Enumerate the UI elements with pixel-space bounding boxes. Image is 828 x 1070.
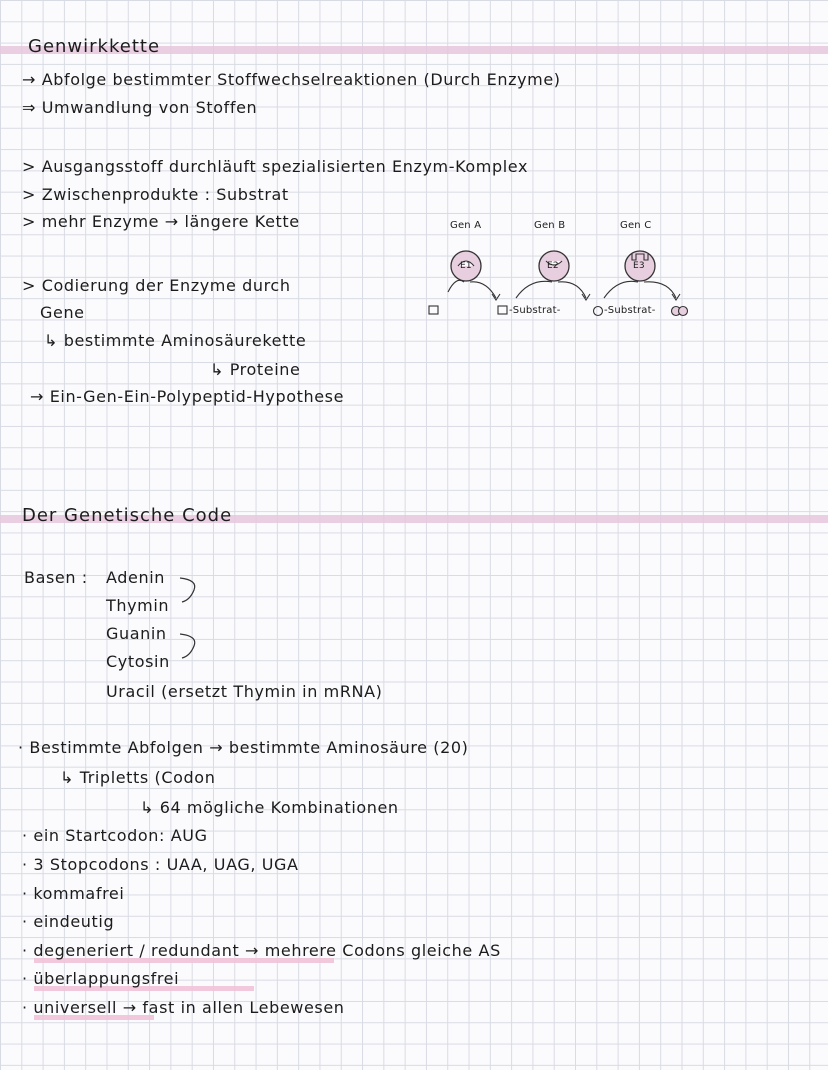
base-guanin: Guanin xyxy=(106,624,167,643)
line-abfolge: → Abfolge bestimmter Stoffwechselreaktionen (Durch Enzyme) xyxy=(22,70,561,89)
line-kombinationen: ↳ 64 mögliche Kombinationen xyxy=(140,798,399,817)
product-circle-2 xyxy=(679,307,688,316)
line-abfolgen: · Bestimmte Abfolgen → bestimmte Aminosäure (20) xyxy=(18,738,469,757)
substrate-circle xyxy=(594,307,603,316)
line-universell: · universell → fast in allen Lebewesen xyxy=(22,998,345,1017)
gene-b-label: Gen B xyxy=(534,220,566,231)
line-kommafrei: · kommafrei xyxy=(22,884,125,903)
line-ueberlappungsfrei: · überlappungsfrei xyxy=(22,969,180,988)
line-tripletts: ↳ Tripletts (Codon xyxy=(60,768,216,787)
enzyme-e2-label: E2 xyxy=(547,261,559,271)
line-codierung: > Codierung der Enzyme durch xyxy=(22,276,291,295)
base-uracil: Uracil (ersetzt Thymin in mRNA) xyxy=(106,682,383,701)
line-stopcodons: · 3 Stopcodons : UAA, UAG, UGA xyxy=(22,855,299,874)
section2-heading: Der Genetische Code xyxy=(22,505,233,526)
line-umwandlung: ⇒ Umwandlung von Stoffen xyxy=(22,98,258,117)
line-gene: Gene xyxy=(40,303,85,322)
enzyme-e3-label: E3 xyxy=(633,261,645,271)
line-degeneriert: · degeneriert / redundant → mehrere Codons gleiche AS xyxy=(22,941,501,960)
base-thymin: Thymin xyxy=(106,596,170,615)
gene-c-label: Gen C xyxy=(620,220,652,231)
substrate-square-2 xyxy=(498,306,507,314)
line-aminosaeurekette: ↳ bestimmte Aminosäurekette xyxy=(44,331,307,350)
base-adenin: Adenin xyxy=(106,568,165,587)
bases-label: Basen : xyxy=(24,568,88,587)
line-startcodon: · ein Startcodon: AUG xyxy=(22,826,208,845)
enzyme-chain-diagram xyxy=(420,236,710,326)
enzyme-e1-label: E1 xyxy=(460,261,472,271)
line-hypothese: → Ein-Gen-Ein-Polypeptid-Hypothese xyxy=(30,387,345,406)
base-pair-brackets xyxy=(176,572,206,672)
line-mehr-enzyme: > mehr Enzyme → längere Kette xyxy=(22,212,300,231)
substrate-label-1: -Substrat- xyxy=(509,305,561,316)
line-ausgangsstoff: > Ausgangsstoff durchläuft spezialisierten Enzym-Komplex xyxy=(22,157,529,176)
section1-heading: Genwirkkette xyxy=(28,36,161,57)
line-proteine: ↳ Proteine xyxy=(210,360,301,379)
gene-a-label: Gen A xyxy=(450,220,482,231)
line-eindeutig: · eindeutig xyxy=(22,912,115,931)
base-cytosin: Cytosin xyxy=(106,652,170,671)
line-zwischenprodukte: > Zwischenprodukte : Substrat xyxy=(22,185,289,204)
substrate-label-2: -Substrat- xyxy=(604,305,656,316)
substrate-square-1 xyxy=(429,306,438,314)
